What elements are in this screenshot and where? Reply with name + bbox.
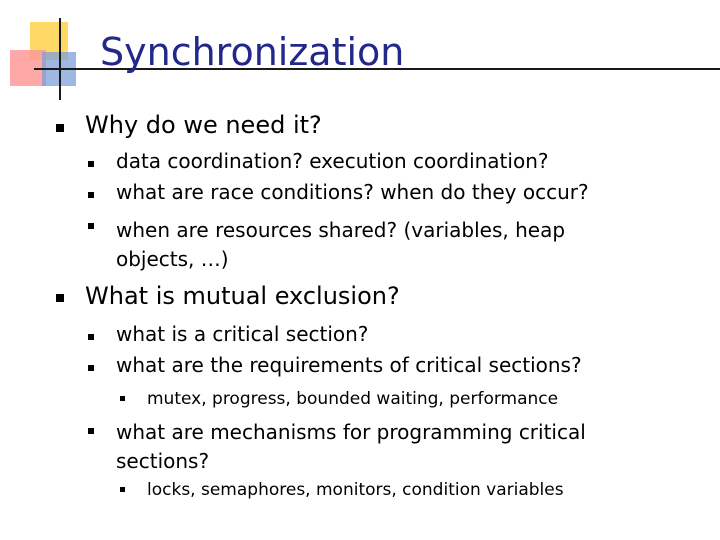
sub-sub-bullet-locks: locks, semaphores, monitors, condition variables [147, 480, 564, 500]
sub-bullet-race-conditions: what are race conditions? when do they occur? [116, 180, 589, 204]
sub-bullet-mechanisms-cont: sections? [116, 449, 210, 473]
bullet-icon [88, 192, 94, 198]
bullet-icon [120, 396, 125, 401]
sub-bullet-resources-shared: when are resources shared? (variables, heap [116, 218, 566, 242]
decorative-vertical-line [59, 18, 61, 100]
sub-bullet-requirements: what are the requirements of critical sections? [116, 353, 582, 377]
bullet-icon [120, 487, 125, 492]
sub-sub-bullet-mutex: mutex, progress, bounded waiting, performance [147, 389, 559, 409]
bullet-icon [88, 223, 94, 229]
bullet-why-need: Why do we need it? [85, 111, 322, 139]
bullet-icon [88, 161, 94, 167]
bullet-icon [88, 428, 94, 434]
bullet-icon [88, 365, 94, 371]
bullet-icon [88, 334, 94, 340]
sub-bullet-mechanisms: what are mechanisms for programming critical [116, 420, 586, 444]
sub-bullet-resources-shared-cont: objects, …) [116, 247, 229, 271]
sub-bullet-data-coordination: data coordination? execution coordination? [116, 149, 549, 173]
sub-bullet-critical-section: what is a critical section? [116, 322, 369, 346]
bullet-icon [56, 294, 64, 302]
bullet-mutual-exclusion: What is mutual exclusion? [85, 282, 400, 310]
bullet-icon [56, 124, 64, 132]
slide-title: Synchronization [100, 30, 405, 74]
